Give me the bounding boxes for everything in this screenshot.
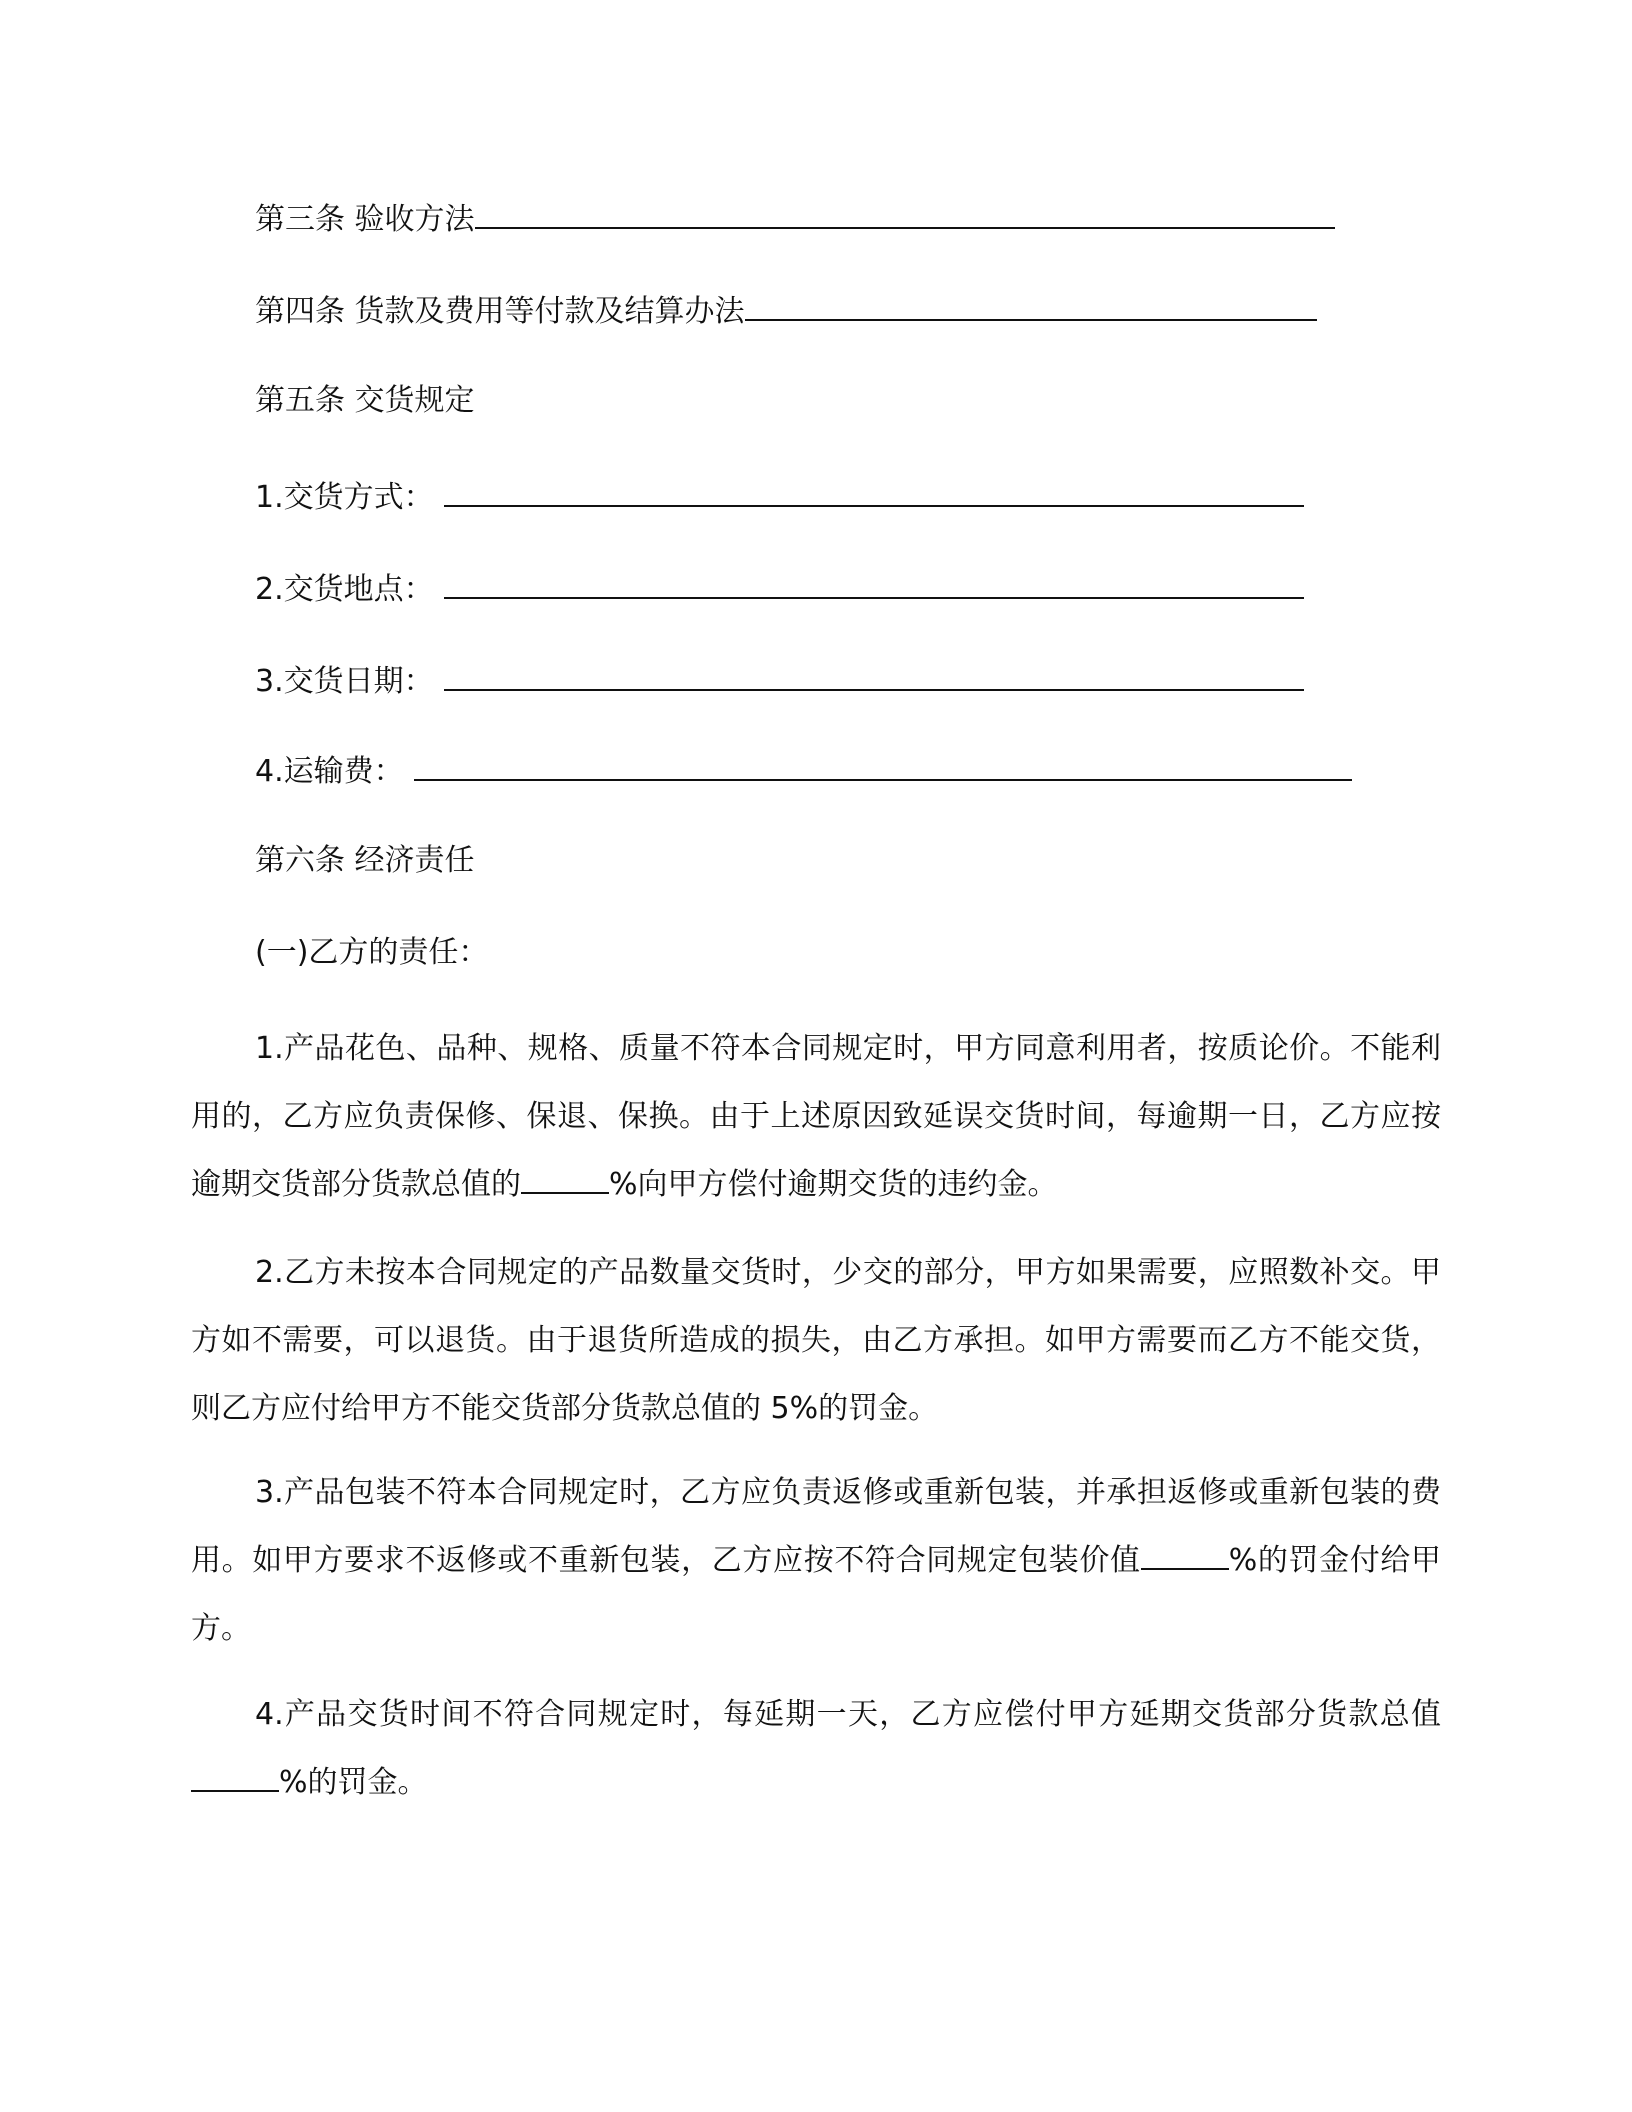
transport-fee-label: 4.运输费： <box>255 754 404 789</box>
delivery-method-line <box>255 475 1304 519</box>
delivery-method-label: 1.交货方式： <box>255 480 434 515</box>
clause-4-text-b: %的罚金。 <box>279 1765 428 1800</box>
clause-1-text-a: 1.产品花色、品种、规格、质量不符本合同规定时，甲方同意利用者，按质论价。不能利用的，乙方应负责保修、保退、保换。由于上述原因致延误交货时间，每逾期一日，乙方应按逾期交货部分货款总值的 <box>191 1031 1441 1202</box>
article-3-label: 第三条 验收方法 <box>255 202 475 237</box>
transport-fee-line <box>255 749 1352 793</box>
article-6-title: 第六条 经济责任 <box>255 843 475 878</box>
clause-1-text-b: %向甲方偿付逾期交货的违约金。 <box>609 1167 1058 1202</box>
party-b-responsibility-title: (一)乙方的责任： <box>255 935 489 970</box>
delivery-date-line <box>255 659 1304 703</box>
clause-4-blank <box>191 1762 279 1792</box>
delivery-date-label: 3.交货日期： <box>255 664 434 699</box>
clause-3 <box>191 1459 1441 1663</box>
clause-3-text-b: %的罚金付给甲方。 <box>191 1543 1442 1646</box>
clause-1-blank <box>521 1164 609 1194</box>
clause-4 <box>191 1681 1441 1817</box>
article-5-title: 第五条 交货规定 <box>255 383 475 418</box>
transport-fee-blank <box>414 749 1352 781</box>
delivery-place-line <box>255 567 1304 611</box>
delivery-date-blank <box>444 659 1304 691</box>
article-4-line <box>255 289 1317 333</box>
delivery-place-blank <box>444 567 1304 599</box>
delivery-method-blank <box>444 475 1304 507</box>
delivery-place-label: 2.交货地点： <box>255 572 434 607</box>
clause-3-text-a: 3.产品包装不符本合同规定时，乙方应负责返修或重新包装，并承担返修或重新包装的费用。如甲方要求不返修或不重新包装，乙方应按不符合同规定包装价值 <box>191 1475 1441 1578</box>
article-4-blank <box>745 289 1317 321</box>
clause-4-text-a: 4.产品交货时间不符合同规定时，每延期一天，乙方应偿付甲方延期交货部分货款总值 <box>255 1697 1441 1732</box>
article-4-label: 第四条 货款及费用等付款及结算办法 <box>255 294 745 329</box>
article-3-line <box>255 197 1335 241</box>
clause-1 <box>191 1015 1441 1219</box>
article-3-blank <box>475 197 1335 229</box>
clause-3-blank <box>1141 1540 1229 1570</box>
clause-2: 2.乙方未按本合同规定的产品数量交货时，少交的部分，甲方如果需要，应照数补交。甲方如不需要，可以退货。由于退货所造成的损失，由乙方承担。如甲方需要而乙方不能交货，则乙方应付给甲方不能交货部分货款总值的 5%的罚金。 <box>191 1255 1441 1426</box>
